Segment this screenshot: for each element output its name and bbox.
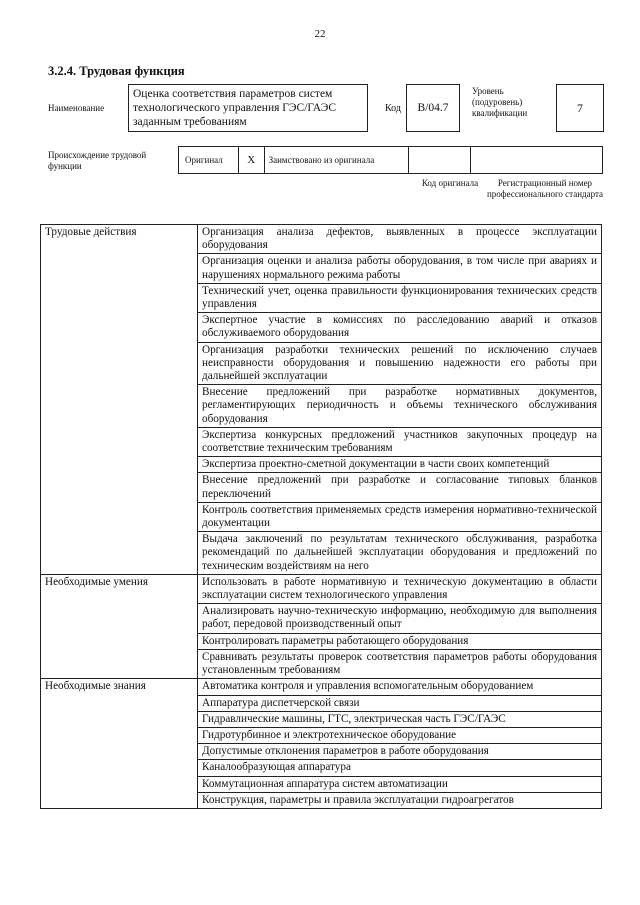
item-cell: Гидротурбинное и электротехническое оборудование <box>198 727 602 743</box>
item-cell: Выдача заключений по результатам технического обслуживания, разработка рекомендаций по дальнейшей эксплуатации оборудования и предложений по техническим воздействиям на него <box>198 532 602 575</box>
code-value: В/04.7 <box>406 84 460 132</box>
qualification-level-label: Уровень (подуровень) квалификации <box>472 86 528 118</box>
original-label: Оригинал <box>179 147 239 173</box>
origin-row <box>178 146 603 174</box>
item-cell: Контроль соответствия применяемых средств измерения нормативно-технической документации <box>198 502 602 531</box>
code-original-cell <box>409 147 471 173</box>
item-cell: Автоматика контроля и управления вспомогательным оборудованием <box>198 679 602 695</box>
reg-number-cell <box>471 147 602 173</box>
item-cell: Экспертиза проектно-сметной документации в части своих компетенций <box>198 457 602 473</box>
item-cell: Анализировать научно-техническую информацию, необходимую для выполнения работ, передовой производственный опыт <box>198 604 602 633</box>
function-name-value: Оценка соответствия параметров систем технологического управления ГЭС/ГАЭС заданным требованиям <box>128 84 368 132</box>
category-cell: Необходимые знания <box>41 679 198 809</box>
original-mark: X <box>239 147 265 173</box>
table-row <box>41 679 602 695</box>
reg-number-label: Регистрационный номер профессионального стандарта <box>486 178 604 199</box>
item-cell: Организация оценки и анализа работы оборудования, в том числе при авариях и нарушениях нормального режима работы <box>198 254 602 283</box>
item-cell: Организация разработки технических решений по исключению случаев неисправности оборудования и повышению надежности его работы при дальнейшей эксплуатации <box>198 342 602 385</box>
name-label: Наименование <box>48 103 105 113</box>
item-cell: Экспертное участие в комиссиях по расследованию аварий и отказов обслуживаемого оборудования <box>198 313 602 342</box>
item-cell: Внесение предложений при разработке и согласование типовых бланков переключений <box>198 473 602 502</box>
function-table <box>40 224 602 809</box>
item-cell: Каналообразующая аппаратура <box>198 760 602 776</box>
borrowed-label: Заимствовано из оригинала <box>265 147 409 173</box>
item-cell: Контролировать параметры работающего оборудования <box>198 633 602 649</box>
item-cell: Технический учет, оценка правильности функционирования технических средств управления <box>198 283 602 312</box>
item-cell: Конструкция, параметры и правила эксплуатации гидроагрегатов <box>198 792 602 808</box>
item-cell: Сравнивать результаты проверок соответствия параметров работы оборудования установленным требованиям <box>198 649 602 678</box>
item-cell: Коммутационная аппаратура систем автоматизации <box>198 776 602 792</box>
item-cell: Внесение предложений при разработке нормативных документов, регламентирующих периодичность и объемы технического обслуживания оборудования <box>198 385 602 428</box>
category-cell: Необходимые умения <box>41 574 198 678</box>
code-original-label: Код оригинала <box>421 178 479 188</box>
item-cell: Организация анализа дефектов, выявленных в процессе эксплуатации оборудования <box>198 225 602 254</box>
item-cell: Гидравлические машины, ГТС, электрическая часть ГЭС/ГАЭС <box>198 711 602 727</box>
table-row <box>41 225 602 254</box>
code-label: Код <box>385 103 401 114</box>
table-row <box>41 574 602 603</box>
page-number: 22 <box>314 28 326 40</box>
qualification-level-value: 7 <box>556 84 604 132</box>
origin-label: Происхождение трудовой функции <box>48 150 147 171</box>
item-cell: Аппаратура диспетчерской связи <box>198 695 602 711</box>
category-cell: Трудовые действия <box>41 225 198 575</box>
section-title: 3.2.4. Трудовая функция <box>48 64 185 78</box>
item-cell: Использовать в работе нормативную и техническую документацию в области эксплуатации систем технологического управления <box>198 574 602 603</box>
item-cell: Экспертиза конкурсных предложений участников закупочных процедур на соответствие техническим требованиям <box>198 427 602 456</box>
item-cell: Допустимые отклонения параметров в работе оборудования <box>198 744 602 760</box>
